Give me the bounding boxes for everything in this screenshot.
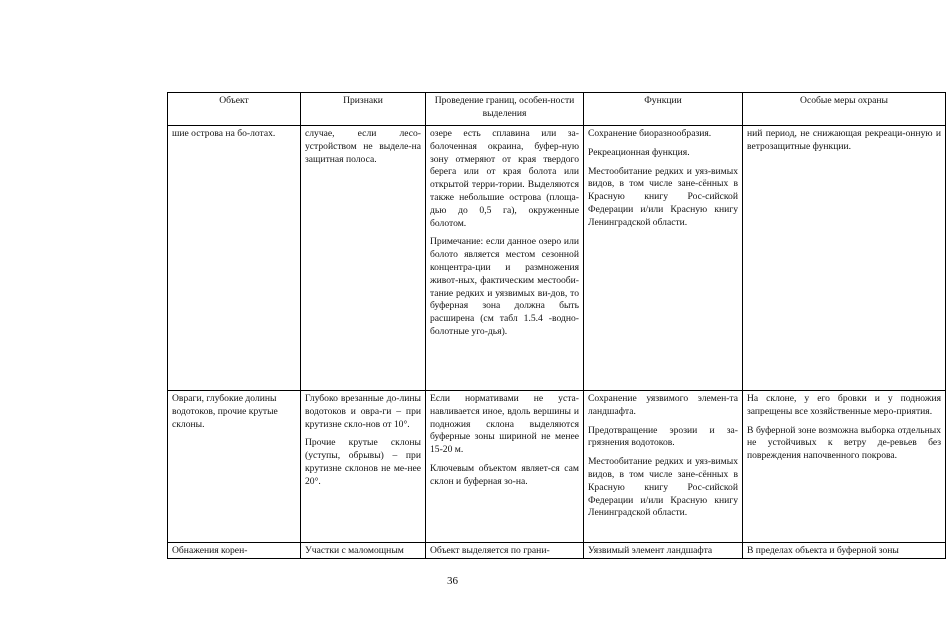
boundaries-cell — [426, 543, 584, 559]
boundaries-text: озере есть сплавина или за-болоченная окраина, буфер-ную зону отмеряют от края твердого берега или от края болота или открытой терри-тории. Выделяются также небольшие острова (площа-дью до 0,5 га), окруженные болотом. — [430, 128, 579, 229]
header-functions: Функции — [584, 93, 743, 126]
functions-cell — [584, 543, 743, 559]
table-row — [168, 126, 946, 391]
functions-cell — [584, 126, 743, 391]
header-boundaries: Проведение границ, особен-ности выделения — [426, 93, 584, 126]
functions-cell — [584, 391, 743, 543]
object-cell: шие острова на бо-лотах. — [168, 126, 301, 391]
measures-cell — [743, 126, 946, 391]
function-item: Уязвимый элемент ландшафта — [588, 545, 713, 556]
table-row — [168, 391, 946, 543]
boundaries-note: Примечание: если данное озеро или болото является местом сезонной концентра-ции и размножения живот-ных, фактическим местооби-тание редких и уязвимых ви-дов, то буферная зона должна быть расширена (см табл 1.5.4 -водно-болотные уго-дья). — [430, 236, 579, 337]
function-item: Сохранение биоразнообразия. — [588, 128, 712, 139]
signs-text: случае, если лесо-устройством не выделе-на защитная полоса. — [305, 128, 421, 165]
signs-cell — [301, 543, 426, 559]
function-item: Сохранение уязвимого элемен-та ландшафта. — [588, 393, 738, 417]
measures-text: ний период, не снижающая рекреаци-онную и ветрозащитные функции. — [747, 128, 941, 152]
object-cell: Обнажения корен- — [168, 543, 301, 559]
signs-cell — [301, 126, 426, 391]
measures-text: В буферной зоне возможна выборка отдельных не устойчивых к ветру де-ревьев без повреждения напочвенного покрова. — [747, 424, 941, 462]
header-object: Объект — [168, 93, 301, 126]
table-header-row — [168, 93, 946, 126]
boundaries-text: Если нормативами не уста-навливается иное, вдоль вершины и подножия склона выделяются буферные зоны шириной не менее 15-20 м. — [430, 393, 579, 456]
boundaries-text: Ключевым объектом являет-ся сам склон и буферная зо-на. — [430, 462, 579, 487]
protection-measures-table — [167, 92, 946, 559]
table-row — [168, 543, 946, 559]
boundaries-cell — [426, 126, 584, 391]
function-item: Местообитание редких и уяз-вимых видов, в том числе зане-сённых в Красную книгу Рос-сийской Федерации и/или Красную книгу Ленинградской области. — [588, 456, 738, 519]
signs-cell — [301, 391, 426, 543]
function-item: Местообитание редких и уяз-вимых видов, в том числе зане-сённых в Красную книгу Рос-сийской Федерации и/или Красную книгу Ленинградской области. — [588, 165, 738, 228]
signs-text: Глубоко врезанные до-лины водотоков и овра-ги – при крутизне скло-нов от 10°. — [305, 393, 421, 430]
signs-text: Участки с маломощным — [305, 545, 404, 556]
boundaries-text: Объект выделяется по грани- — [430, 545, 550, 556]
page-number: 36 — [447, 575, 458, 587]
measures-text: В пределах объекта и буферной зоны — [747, 545, 899, 556]
header-signs: Признаки — [301, 93, 426, 126]
signs-text: Прочие крутые склоны (уступы, обрывы) – при крутизне склонов не ме-нее 20°. — [305, 437, 421, 487]
function-item: Рекреационная функция. — [588, 146, 690, 158]
object-cell: Овраги, глубокие долины водотоков, прочие крутые склоны. — [168, 391, 301, 543]
measures-text: На склоне, у его бровки и у подножия запрещены все хозяйственные меро-приятия. — [747, 393, 941, 417]
header-measures: Особые меры охраны — [743, 93, 946, 126]
measures-cell — [743, 391, 946, 543]
measures-cell — [743, 543, 946, 559]
boundaries-cell — [426, 391, 584, 543]
function-item: Предотвращение эрозии и за-грязнения водотоков. — [588, 424, 738, 449]
